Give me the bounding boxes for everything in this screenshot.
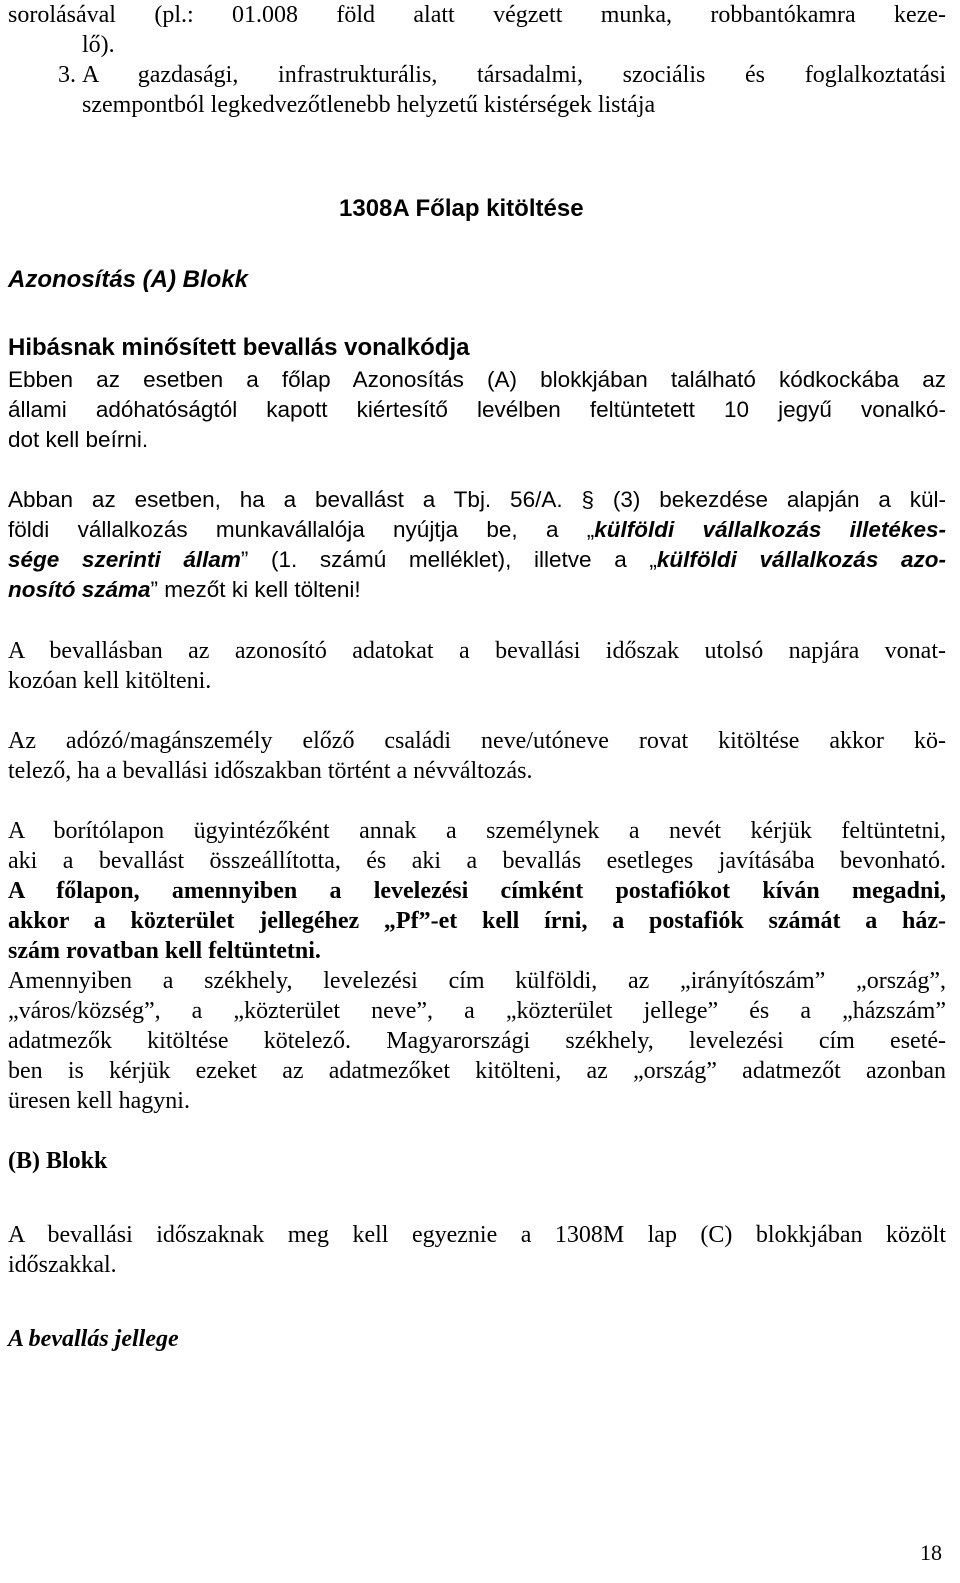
block-b-heading: (B) Blokk [8,1148,108,1174]
emphasis: nosító száma [8,577,151,602]
section-heading: 1308A Főlap kitöltése [339,195,584,222]
text-line: aki a bevallást összeállította, és aki a bevallás esetleges javításába bevonható. [8,848,946,874]
text-line: dot kell beírni. [8,427,149,452]
text-line: A borítólapon ügyintézőként annak a személynek a nevét kérjük feltüntetni, [8,818,946,844]
text-line: kozóan kell kitölteni. [8,668,212,694]
list-item-text: A gazdasági, infrastrukturális, társadalmi, szociális és foglalkoztatási [82,62,946,88]
text-line: A bevallási időszaknak meg kell egyeznie a 1308M lap (C) blokkjában közölt [8,1222,946,1248]
emphasis: külföldi vállalkozás illetékes- [594,517,946,542]
list-number: 3. [58,62,76,88]
text-line [8,515,946,545]
block-a-heading: Azonosítás (A) Blokk [8,266,249,293]
text-line: ben is kérjük ezeket az adatmezőket kitölteni, az „ország” adatmezőt azonban [8,1058,946,1084]
text-run: földi vállalkozás munkavállalója nyújtja be, a „ [8,517,595,542]
text-line: üresen kell hagyni. [8,1088,190,1114]
text-line: Ebben az esetben a főlap Azonosítás (A) blokkjában található kódkockába az [8,367,946,392]
text-line: A bevallásban az azonosító adatokat a bevallási időszak utolsó napjára vonat- [8,638,946,664]
page-number: 18 [920,1540,942,1565]
text-line: telező, ha a bevallási időszakban történt a névváltozás. [8,758,533,784]
text-line [8,575,361,605]
text-run: ” (1. számú melléklet), illetve a „ [240,547,657,572]
text-line: sorolásával (pl.: 01.008 föld alatt végzett munka, robbantókamra keze- [8,2,946,28]
text-line: szám rovatban kell feltüntetni. [8,938,321,964]
text-run: ” mezőt ki kell tölteni! [150,577,361,602]
nature-heading: A bevallás jellege [8,1326,179,1352]
text-line: Abban az esetben, ha a bevallást a Tbj. 56/A. § (3) bekezdése alapján a kül- [8,487,946,512]
text-line: állami adóhatóságtól kapott kiértesítő levélben feltüntetett 10 jegyű vonalkó- [8,397,946,422]
text-line [8,545,946,575]
text-line: Amennyiben a székhely, levelezési cím külföldi, az „irányítószám” „ország”, [8,968,946,994]
emphasis: külföldi vállalkozás azo- [656,547,946,572]
text-line: akkor a közterület jellegéhez „Pf”-et kell írni, a postafiók számát a ház- [8,908,946,934]
text-line: A főlapon, amennyiben a levelezési címként postafiókot kíván megadni, [8,878,946,904]
list-item-text: szempontból legkedvezőtlenebb helyzetű kistérségek listája [82,92,656,118]
text-line: időszakkal. [8,1252,117,1278]
barcode-heading: Hibásnak minősített bevallás vonalkódja [8,334,470,361]
text-line: „város/község”, a „közterület neve”, a „közterület jellege” és a „házszám” [8,998,946,1024]
text-line: Az adózó/magánszemély előző családi neve/utóneve rovat kitöltése akkor kö- [8,728,946,754]
text-line: adatmezők kitöltése kötelező. Magyarországi székhely, levelezési cím eseté- [8,1028,946,1054]
emphasis: sége szerinti állam [8,547,241,572]
text-line: lő). [82,32,115,58]
